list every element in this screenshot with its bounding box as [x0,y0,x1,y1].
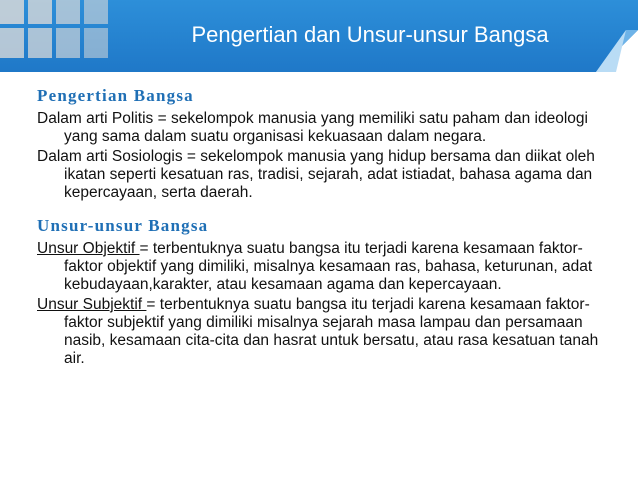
text-unsur-subjektif: = terbentuknya suatu bangsa itu terjadi karena kesamaan faktor-faktor subjektif yang dimiliki misalnya sejarah masa lampau dan persamaan nasib, kesamaan cita-cita dan hasrat untuk bersatu, atau rasa kesatuan tanah air. [64,296,599,367]
term-unsur-subjektif: Unsur Subjektif [37,296,147,313]
corner-fold-icon [596,0,638,72]
paragraph-politis: Dalam arti Politis = sekelompok manusia yang memiliki satu paham dan ideologi yang sama dalam suatu organisasi kekuasaan dalam negara. [37,110,588,145]
paragraph-unsur-subjektif [37,296,607,368]
paragraph-sosiologis: Dalam arti Sosiologis = sekelompok manusia yang hidup bersama dan diikat oleh ikatan seperti kesatuan ras, tradisi, sejarah, adat istiadat, bahasa agama dan kepercayaan, serta daerah. [37,148,595,201]
content-area [37,86,607,370]
decorative-squares [0,0,118,72]
paragraph-unsur-objektif [37,240,607,294]
slide-title: Pengertian dan Unsur-unsur Bangsa [191,22,549,47]
term-unsur-objektif: Unsur Objektif [37,240,140,257]
header-band [0,0,638,72]
heading-unsur-unsur-bangsa: Unsur-unsur Bangsa [37,216,209,235]
text-unsur-objektif: = terbentuknya suatu bangsa itu terjadi karena kesamaan faktor-faktor objektif yang dimiliki, misalnya kesamaan ras, bahasa, keturunan, adat kebudayaan,karakter, atau kesamaan agama dan kepercayaan. [64,240,593,293]
heading-pengertian-bangsa: Pengertian Bangsa [37,86,194,105]
